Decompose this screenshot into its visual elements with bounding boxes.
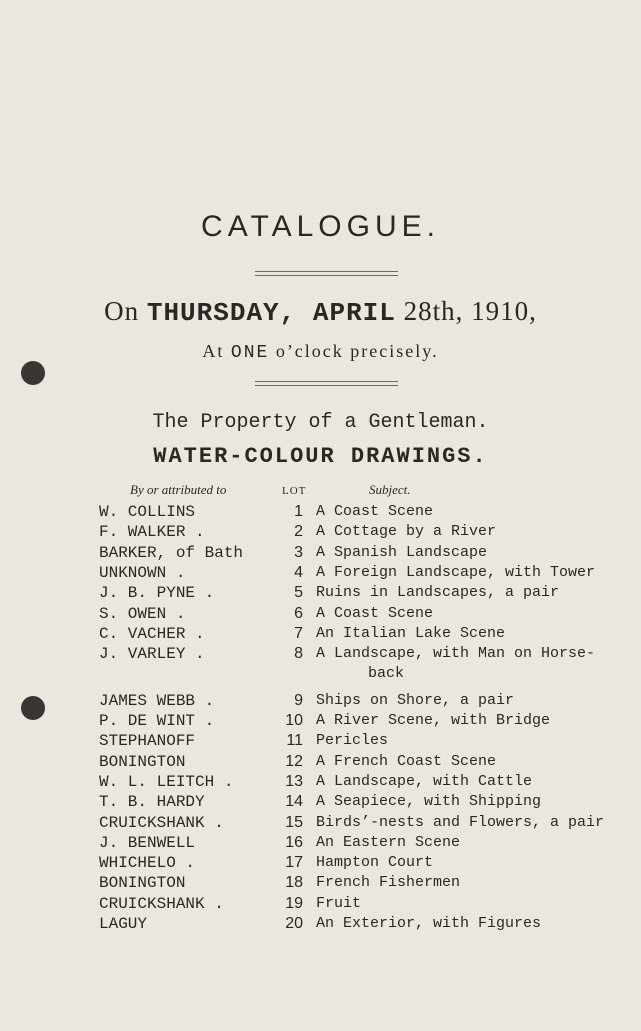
lot-row bbox=[0, 624, 641, 644]
lot-row bbox=[0, 731, 641, 751]
lot-artist: J. BENWELL bbox=[99, 833, 196, 852]
lot-subject: Ships on Shore, a pair bbox=[316, 691, 515, 709]
lot-row bbox=[0, 772, 641, 792]
lot-row bbox=[0, 873, 641, 893]
lot-artist: J. B. PYNE . bbox=[99, 584, 215, 603]
lot-subject: An Eastern Scene bbox=[316, 833, 461, 851]
lot-number: 11 bbox=[286, 732, 303, 750]
lot-number: 9 bbox=[294, 691, 303, 709]
lot-artist: CRUICKSHANK . bbox=[99, 894, 224, 913]
lot-row bbox=[0, 644, 641, 683]
lot-row bbox=[0, 914, 641, 934]
time-hour: ONE bbox=[230, 343, 270, 363]
lot-subject: A Landscape, with Man on Horse- bbox=[316, 645, 596, 663]
lot-row bbox=[0, 711, 641, 731]
catalogue-title: CATALOGUE. bbox=[201, 210, 440, 243]
lot-subject: Ruins in Landscapes, a pair bbox=[316, 584, 560, 602]
lot-artist: S. OWEN . bbox=[99, 604, 186, 623]
lot-subject-continued: back bbox=[368, 665, 405, 683]
lot-number: 1 bbox=[294, 503, 303, 520]
lot-row bbox=[0, 543, 641, 563]
property-line: The Property of a Gentleman. bbox=[152, 411, 489, 434]
lot-artist: W. L. LEITCH . bbox=[99, 772, 234, 791]
column-header-lot: LOT bbox=[282, 485, 307, 497]
lot-row bbox=[0, 853, 641, 873]
lot-subject: Fruit bbox=[316, 894, 362, 912]
sale-time-line bbox=[0, 341, 641, 363]
lot-subject: A French Coast Scene bbox=[316, 752, 497, 770]
lot-artist: UNKNOWN . bbox=[99, 563, 186, 582]
lot-subject: A Spanish Landscape bbox=[316, 543, 488, 561]
lot-number: 6 bbox=[294, 604, 303, 622]
lot-row bbox=[0, 563, 641, 583]
lot-number: 16 bbox=[285, 833, 303, 851]
lot-artist: F. WALKER . bbox=[99, 523, 205, 542]
lot-number: 13 bbox=[285, 772, 303, 790]
lot-subject: A River Scene, with Bridge bbox=[316, 712, 551, 730]
lot-row bbox=[0, 502, 641, 522]
lot-artist: BARKER, of Bath bbox=[99, 543, 244, 562]
lot-subject: A Foreign Landscape, with Tower bbox=[316, 563, 596, 581]
date-prefix: On bbox=[104, 296, 140, 326]
lot-subject: A Coast Scene bbox=[316, 604, 434, 622]
lot-subject: French Fishermen bbox=[316, 874, 461, 892]
lot-number: 4 bbox=[294, 563, 303, 581]
lot-artist: LAGUY bbox=[99, 915, 148, 934]
lot-subject: A Seapiece, with Shipping bbox=[316, 793, 542, 811]
lot-subject: A Cottage by a River bbox=[316, 523, 497, 541]
lot-number: 3 bbox=[294, 543, 303, 561]
divider-rule bbox=[255, 381, 398, 386]
lot-row bbox=[0, 833, 641, 853]
lot-number: 14 bbox=[285, 793, 303, 811]
lot-number: 10 bbox=[285, 712, 303, 730]
lot-subject: Hampton Court bbox=[316, 854, 434, 872]
column-header-artist: By or attributed to bbox=[130, 482, 227, 497]
lot-row bbox=[0, 522, 641, 542]
lot-artist: J. VARLEY . bbox=[99, 645, 205, 664]
lot-number: 2 bbox=[294, 523, 303, 541]
lot-row bbox=[0, 813, 641, 833]
column-header-subject: Subject. bbox=[369, 482, 411, 497]
lot-row bbox=[0, 894, 641, 914]
date-day-month: THURSDAY, APRIL bbox=[146, 298, 396, 328]
date-rest: 28th, 1910, bbox=[403, 296, 537, 326]
lot-number: 20 bbox=[285, 915, 303, 933]
time-prefix: At bbox=[202, 341, 225, 361]
lot-subject: Birds’-nests and Flowers, a pair bbox=[316, 813, 605, 831]
lot-subject: A Coast Scene bbox=[316, 503, 434, 520]
lot-artist: P. DE WINT . bbox=[99, 712, 215, 731]
lot-number: 19 bbox=[285, 894, 303, 912]
lot-row bbox=[0, 583, 641, 603]
lot-row bbox=[0, 792, 641, 812]
lot-subject: Pericles bbox=[316, 732, 389, 750]
divider-rule bbox=[255, 271, 398, 276]
lot-artist: BONINGTON bbox=[99, 874, 186, 893]
lot-row bbox=[0, 604, 641, 624]
lot-row bbox=[0, 691, 641, 711]
lot-number: 15 bbox=[285, 813, 303, 831]
lot-number: 5 bbox=[294, 584, 303, 602]
lot-number: 17 bbox=[285, 854, 303, 872]
lot-artist: BONINGTON bbox=[99, 752, 186, 771]
binding-hole-top bbox=[21, 361, 45, 385]
lot-artist: JAMES WEBB . bbox=[99, 691, 215, 710]
time-rest: o’clock precisely. bbox=[275, 341, 439, 361]
lot-artist: T. B. HARDY bbox=[99, 793, 205, 812]
sale-date-line bbox=[0, 296, 641, 328]
lot-artist: STEPHANOFF bbox=[99, 732, 196, 751]
lot-artist: C. VACHER . bbox=[99, 624, 205, 643]
lot-subject: An Exterior, with Figures bbox=[316, 915, 542, 933]
lot-subject: A Landscape, with Cattle bbox=[316, 772, 533, 790]
lot-subject: An Italian Lake Scene bbox=[316, 624, 506, 642]
lot-number: 7 bbox=[294, 624, 303, 642]
lot-row bbox=[0, 752, 641, 772]
lot-artist: W. COLLINS bbox=[99, 503, 196, 521]
lot-artist: WHICHELO . bbox=[99, 854, 196, 873]
lot-number: 12 bbox=[285, 752, 303, 770]
lot-artist: CRUICKSHANK . bbox=[99, 813, 224, 832]
lot-number: 18 bbox=[285, 874, 303, 892]
section-title: WATER-COLOUR DRAWINGS. bbox=[153, 444, 488, 469]
lot-number: 8 bbox=[294, 645, 303, 663]
